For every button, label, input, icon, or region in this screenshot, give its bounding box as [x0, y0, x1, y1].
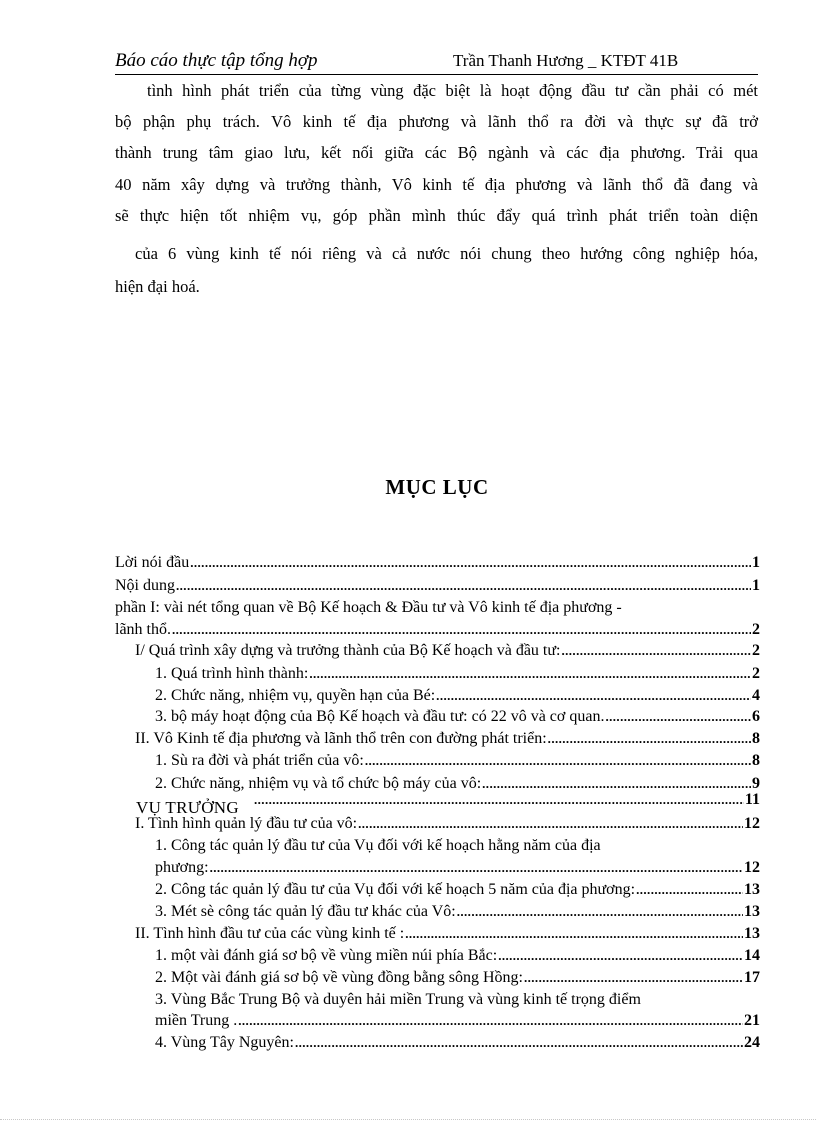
toc-page-number: 14 [744, 947, 760, 964]
toc-leader-dots [498, 946, 743, 965]
toc-leader-dots [457, 902, 743, 921]
toc-leader-dots [238, 1011, 743, 1030]
toc-page-number: 4 [752, 687, 760, 704]
toc-page-number: 9 [752, 775, 760, 792]
intro-paragraph [115, 80, 758, 300]
toc-page-number: 13 [744, 903, 760, 920]
toc-leader-dots [295, 1033, 743, 1052]
toc-page-number: 13 [744, 925, 760, 942]
toc-entry-text: 4. Vùng Tây Nguyên: [155, 1034, 294, 1051]
toc-entry-text: Lời nói đầu [115, 554, 190, 571]
toc-leader-dots [365, 751, 751, 770]
toc-entry-text: 2. Một vài đánh giá sơ bộ về vùng đồng bằng sông Hồng: [155, 969, 523, 986]
toc-leader-dots [254, 790, 744, 809]
intro-line: của 6 vùng kinh tế nói riêng và cả nước nói chung theo hướng công nghiệp hóa, [135, 244, 758, 263]
toc-entry-text: 1. Quá trình hình thành: [155, 665, 309, 682]
toc-entry-text: 2. Chức năng, nhiệm vụ và tổ chức bộ máy của vô: [155, 775, 482, 792]
toc-page-number: 6 [752, 708, 760, 725]
toc-page-number: 8 [752, 752, 760, 769]
toc-entry-I-3[interactable] [155, 707, 760, 726]
author-name: Trần Thanh Hương _ KTĐT 41B [453, 51, 679, 70]
toc-entry-text: 1. Sù ra đời và phát triển của vô: [155, 752, 364, 769]
toc-page-number: 17 [744, 969, 760, 986]
toc-page-number: 21 [744, 1012, 760, 1029]
toc-entry-I-2[interactable] [155, 686, 760, 705]
intro-line: tình hình phát triển của từng vùng đặc biệt là hoạt động đầu tư cần phải có mét [147, 81, 758, 100]
toc-entry-text: 2. Công tác quản lý đầu tư của Vụ đối với kế hoạch 5 năm của địa phương: [155, 881, 636, 898]
toc-leader-dots [548, 729, 751, 748]
toc-page-number: 1 [752, 554, 760, 571]
toc-leader-dots [176, 576, 751, 595]
toc-entry-section-I[interactable] [135, 641, 760, 660]
toc-entry-text: miền Trung . [155, 1012, 238, 1029]
toc-entry-part2-II-1[interactable] [155, 946, 760, 965]
toc-page-number: 13 [744, 881, 760, 898]
vu-truong-heading: VỤ TRƯỞNG [136, 798, 239, 817]
report-title: Báo cáo thực tập tổng hợp [115, 50, 318, 71]
toc-entry-text: 3. bộ máy hoạt động của Bộ Kế hoạch và đầu tư: có 22 vô và cơ quan. [155, 708, 605, 725]
toc-entry-part2-II-2[interactable] [155, 968, 760, 987]
toc-title: MỤC LỤC [385, 475, 489, 499]
toc-entry-text: I. Tình hình quản lý đầu tư của vô: [135, 815, 358, 832]
toc-entry-section-II[interactable] [135, 729, 760, 748]
toc-entry-part2-II-4[interactable] [155, 1033, 760, 1052]
toc-entry-text: II. Vô Kinh tế địa phương và lãnh thổ trên con đường phát triển: [135, 730, 547, 747]
toc-entry-text: phương: [155, 859, 209, 876]
toc-leader-dots [436, 686, 751, 705]
toc-leader-dots [605, 707, 751, 726]
intro-line: sẽ thực hiện tốt nhiệm vụ, góp phần mình thúc đẩy quá trình phát triển toàn diện [115, 206, 758, 225]
toc-entry-part2-I-3[interactable] [155, 902, 760, 921]
toc-entry-phan-1[interactable] [115, 620, 760, 639]
toc-page-number: 2 [752, 621, 760, 638]
intro-line: bộ phận phụ trách. Vô kinh tế địa phương và lãnh thổ ra đời và thực sự đã trở [115, 112, 758, 131]
toc-entry-II-1[interactable] [155, 751, 760, 770]
toc-page-number: 2 [752, 665, 760, 682]
toc-page-number: 2 [752, 642, 760, 659]
toc-entry-phan-1-line1[interactable]: phần I: vài nét tổng quan về Bộ Kế hoạch & Đầu tư và Vô kinh tế địa phương - [115, 599, 622, 616]
toc-page-number: 24 [744, 1034, 760, 1051]
page-bottom-rule [0, 1119, 816, 1120]
toc-entry-text: Nội dung [115, 577, 175, 594]
toc-leader-dots [561, 641, 751, 660]
toc-entry-part2-I-2[interactable] [155, 880, 760, 899]
toc-entry-noi-dung[interactable] [115, 576, 760, 595]
toc-leader-dots [172, 620, 751, 639]
page-header [115, 48, 758, 75]
toc-entry-vu-truong[interactable] [253, 790, 760, 809]
toc-entry-text: 3. Mét sè công tác quản lý đầu tư khác của Vô: [155, 903, 456, 920]
toc-entry-loi-noi-dau[interactable] [115, 553, 760, 572]
toc-entry-text: lãnh thổ. [115, 621, 171, 638]
toc-leader-dots [190, 553, 751, 572]
intro-line: 40 năm xây dựng và trưởng thành, Vô kinh tế địa phương và lãnh thổ đã đang và [115, 175, 758, 194]
toc-entry-text: II. Tình hình đầu tư của các vùng kinh tế : [135, 925, 405, 942]
toc-entry-part2-II-3[interactable] [155, 1011, 760, 1030]
toc-entry-part2-I-1[interactable] [155, 858, 760, 877]
intro-line: thành trung tâm giao lưu, kết nối giữa các Bộ ngành và các địa phương. Trải qua [115, 143, 758, 162]
toc-leader-dots [405, 924, 743, 943]
toc-entry-part2-I-1-line1[interactable]: 1. Công tác quản lý đầu tư của Vụ đối với kế hoạch hằng năm của địa [155, 837, 601, 854]
toc-page-number: 12 [744, 859, 760, 876]
toc-entry-text: 1. một vài đánh giá sơ bộ về vùng miền núi phía Bắc: [155, 947, 498, 964]
toc-page-number: 1 [752, 577, 760, 594]
toc-entry-text: 2. Chức năng, nhiệm vụ, quyền hạn của Bé: [155, 687, 436, 704]
intro-line: hiện đại hoá. [115, 277, 200, 296]
toc-leader-dots [636, 880, 743, 899]
toc-entry-part2-section-II[interactable] [135, 924, 760, 943]
toc-leader-dots [210, 858, 743, 877]
toc-page-number: 12 [744, 815, 760, 832]
toc-leader-dots [524, 968, 743, 987]
toc-entry-text: I/ Quá trình xây dựng và trưởng thành của Bộ Kế hoạch và đầu tư: [135, 642, 561, 659]
toc-page-number: 11 [744, 791, 760, 808]
toc-leader-dots [309, 664, 751, 683]
toc-leader-dots [358, 814, 743, 833]
toc-entry-I-1[interactable] [155, 664, 760, 683]
toc-page-number: 8 [752, 730, 760, 747]
toc-entry-part2-II-3-line1[interactable]: 3. Vùng Bắc Trung Bộ và duyên hải miền Trung và vùng kinh tế trọng điểm [155, 991, 641, 1008]
